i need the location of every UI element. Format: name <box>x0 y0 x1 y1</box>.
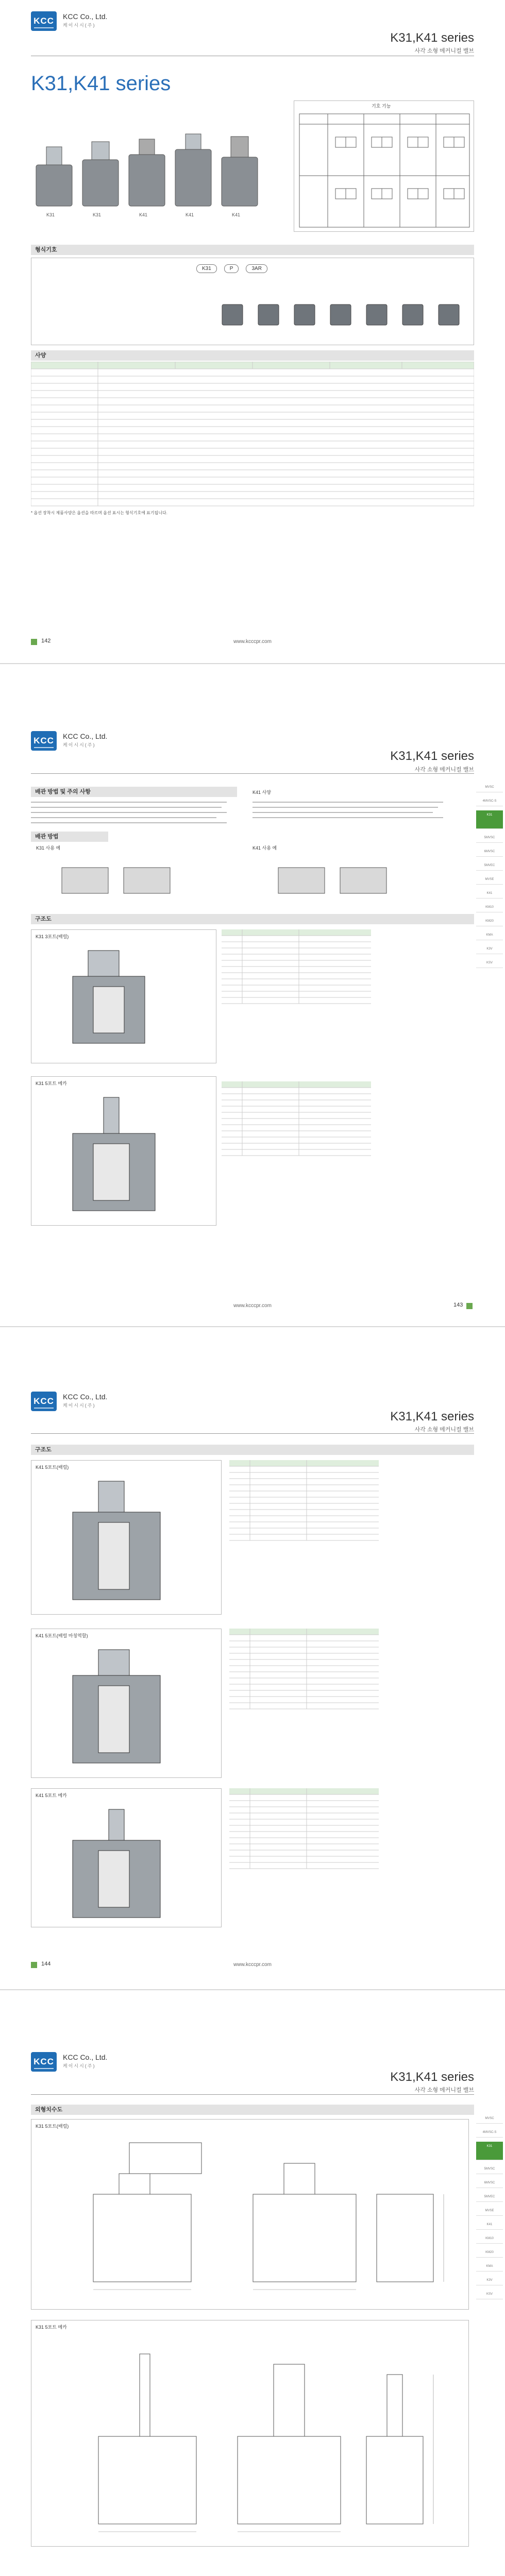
page-number-142: 142 <box>41 638 51 644</box>
header-rule <box>31 2094 474 2095</box>
sidebar-item[interactable]: K41 <box>476 2220 503 2230</box>
cross-section-2 <box>52 1645 201 1773</box>
symbol-table <box>294 100 474 232</box>
dimension-drawing-2 <box>37 2333 464 2542</box>
order-code-1: K31 <box>196 264 217 273</box>
big-series-title: K31,K41 series <box>31 72 171 95</box>
page-number-143: 143 <box>453 1302 463 1308</box>
sidebar-item[interactable]: MVSC <box>476 2114 503 2124</box>
sidebar-item[interactable]: 5MVSC <box>476 833 503 843</box>
dimension-panel-2 <box>31 2320 469 2547</box>
catalog-page-144 <box>0 1327 505 1989</box>
footer-website[interactable]: www.kcccpr.com <box>233 639 272 645</box>
sidebar-item[interactable]: 5MVSC <box>476 2164 503 2174</box>
sidebar-item[interactable]: 5MVEC <box>476 2192 503 2202</box>
catalog-page-142 <box>0 0 505 663</box>
caution-text-lines <box>31 799 474 830</box>
dimension-drawing-1 <box>37 2132 464 2305</box>
svg-text:K41: K41 <box>186 212 194 217</box>
sidebar-item-active[interactable]: K31 <box>476 810 503 829</box>
construction-panel-2 <box>31 1076 216 1226</box>
cross-section-3 <box>52 1804 201 1923</box>
company-logo <box>31 11 57 31</box>
product-photos <box>31 118 273 227</box>
logo-text: KCC <box>33 736 54 745</box>
company-name: KCC Co., Ltd. <box>63 1393 108 1401</box>
company-name-kr: 케이시시(주) <box>63 742 96 748</box>
company-name: KCC Co., Ltd. <box>63 732 108 740</box>
cross-section-1 <box>52 1476 201 1610</box>
page-number-144: 144 <box>41 1961 51 1967</box>
company-logo <box>31 2052 57 2072</box>
series-subtitle: 사각 소형 메커니컬 밸브 <box>414 2087 474 2093</box>
piping-subheader: 배관 방법 <box>31 832 108 842</box>
company-name-kr: 케이시시(주) <box>63 2063 96 2069</box>
caution-section-header: 배관 방법 및 주의 사항 <box>31 787 237 797</box>
sidebar-item[interactable]: KM20 <box>476 2248 503 2258</box>
sidebar-item-active[interactable]: K31 <box>476 2142 503 2160</box>
page-marker <box>466 1303 473 1309</box>
order-code-3: 3AR <box>246 264 267 273</box>
sidebar-item[interactable]: KM20 <box>476 917 503 926</box>
cross-section-2 <box>52 1092 196 1221</box>
logo-text: KCC <box>33 16 54 26</box>
sidebar-item[interactable]: KSV <box>476 2290 503 2299</box>
sidebar-item[interactable]: KSV <box>476 958 503 968</box>
company-name: KCC Co., Ltd. <box>63 12 108 21</box>
header-rule <box>31 773 474 774</box>
sidebar-item[interactable]: 5MVEC <box>476 861 503 871</box>
catalog-page-143 <box>0 664 505 1326</box>
sidebar-item[interactable]: K3V <box>476 2276 503 2285</box>
footer-website[interactable]: www.kcccpr.com <box>233 1303 272 1309</box>
sidebar-item[interactable]: KMA <box>476 2262 503 2272</box>
order-section-header: 형식기호 <box>31 245 474 255</box>
svg-text:K41: K41 <box>232 212 241 217</box>
catalog-page-145 <box>0 1990 505 2576</box>
company-name-kr: 케이시시(주) <box>63 23 96 28</box>
k41-spec-title: K41 사양 <box>252 790 271 795</box>
cross-section-1 <box>52 945 196 1059</box>
company-logo <box>31 1392 57 1411</box>
sidebar-item[interactable]: 4MVSC-S <box>476 2128 503 2138</box>
logo-text: KCC <box>33 2057 54 2066</box>
construction-panel-2 <box>31 1629 222 1778</box>
series-title: K31,K41 series <box>390 2070 474 2084</box>
parts-table-2 <box>222 1081 371 1184</box>
sidebar-item[interactable]: KM10 <box>476 903 503 912</box>
sidebar-item[interactable]: KMA <box>476 930 503 940</box>
company-name-kr: 케이시시(주) <box>63 1403 96 1408</box>
sidebar-item[interactable]: K3V <box>476 944 503 954</box>
parts-table-3 <box>229 1788 379 1891</box>
order-option-icons <box>217 294 464 335</box>
order-code-2: P <box>224 264 239 273</box>
construction-panel-2-title: K41 5포트(배럴 마칭역할) <box>36 1633 88 1638</box>
sidebar-item[interactable]: MVSE <box>476 2206 503 2216</box>
spec-note: * 옵션 장착시 제품사양은 옵션을 따르며 옵션 표시는 형식기호에 표기됩니다. <box>31 511 167 515</box>
spec-section-header: 사양 <box>31 350 474 361</box>
series-title: K31,K41 series <box>390 1410 474 1423</box>
construction-panel-3-title: K41 5포트 메카 <box>36 1793 67 1798</box>
construction-header: 구조도 <box>31 914 474 924</box>
dimension-panel-2-title: K31 5포트 메카 <box>36 2325 67 2330</box>
construction-panel-1 <box>31 1460 222 1615</box>
parts-table-1 <box>222 929 371 1043</box>
sidebar-item[interactable]: KM10 <box>476 2234 503 2244</box>
header-rule <box>31 1433 474 1434</box>
sidebar-item[interactable]: 6MVSC <box>476 847 503 857</box>
construction-header: 구조도 <box>31 1445 474 1455</box>
spec-table <box>31 362 474 532</box>
svg-text:K41: K41 <box>139 212 148 217</box>
company-logo <box>31 731 57 751</box>
footer-website[interactable]: www.kcccpr.com <box>233 1962 272 1968</box>
dimension-panel-1-title: K31 5포트(배럴) <box>36 2124 69 2129</box>
series-sidebar <box>476 783 503 972</box>
svg-text:K31: K31 <box>93 212 102 217</box>
sidebar-item[interactable]: K41 <box>476 889 503 899</box>
svg-text:K31: K31 <box>46 212 55 217</box>
company-name: KCC Co., Ltd. <box>63 2053 108 2061</box>
order-code-box <box>31 258 474 345</box>
parts-table-2 <box>229 1629 379 1732</box>
series-subtitle: 사각 소형 메커니컬 밸브 <box>414 48 474 54</box>
sidebar-item[interactable]: 4MVSC-S <box>476 796 503 806</box>
logo-text: KCC <box>33 1396 54 1406</box>
sidebar-item[interactable]: MVSC <box>476 783 503 792</box>
construction-panel-3 <box>31 1788 222 1927</box>
construction-panel-1-title: K31 3포트(배럴) <box>36 934 69 939</box>
series-sidebar <box>476 2114 503 2303</box>
symbol-diagrams <box>297 111 472 230</box>
construction-panel-2-title: K31 5포트 메카 <box>36 1081 67 1086</box>
k41-usage-label: K41 사용 예 <box>252 845 277 851</box>
construction-panel-1 <box>31 929 216 1063</box>
parts-table-1 <box>229 1460 379 1563</box>
sidebar-item[interactable]: 6MVSC <box>476 2178 503 2188</box>
series-subtitle: 사각 소형 메커니컬 밸브 <box>414 767 474 773</box>
series-title: K31,K41 series <box>390 749 474 763</box>
construction-panel-1-title: K41 5포트(배럴) <box>36 1465 69 1470</box>
dimensions-header: 외형치수도 <box>31 2105 474 2115</box>
sidebar-item[interactable]: MVSE <box>476 875 503 885</box>
series-title: K31,K41 series <box>390 31 474 45</box>
series-subtitle: 사각 소형 메커니컬 밸브 <box>414 1427 474 1433</box>
k31-usage-label: K31 사용 예 <box>36 845 61 851</box>
dimension-panel-1 <box>31 2119 469 2310</box>
usage-diagrams <box>31 852 474 909</box>
symbol-table-title: 기호 기능 <box>372 104 391 109</box>
